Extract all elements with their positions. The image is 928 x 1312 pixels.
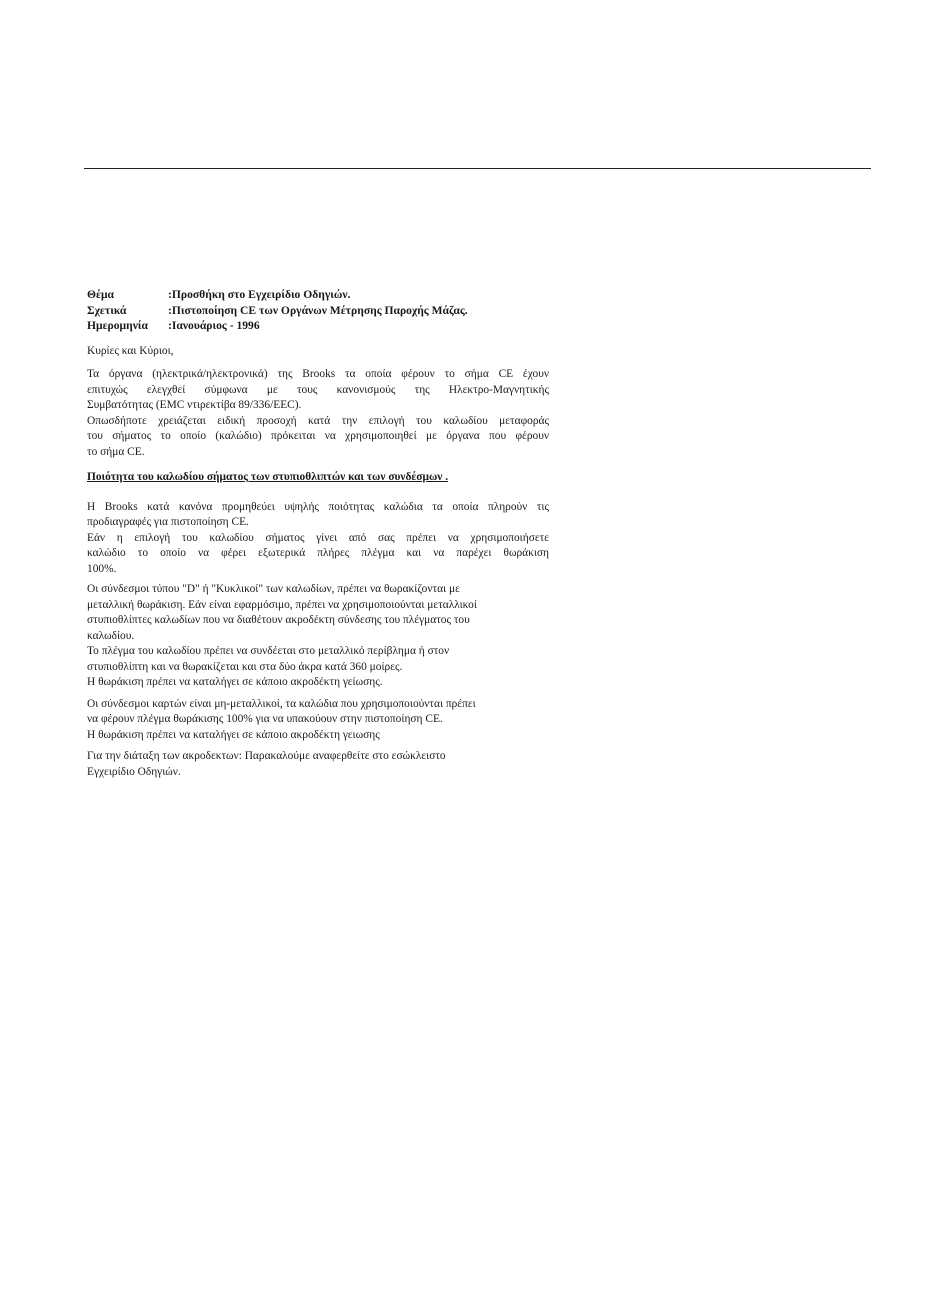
related-label: Σχετικά [87,303,127,317]
connectors-line: Το πλέγμα του καλωδίου πρέπει να συνδέεται στο μεταλλικό περίβλημα ή στον [87,645,450,657]
greeting: Κυρίες και Κύριοι, [87,344,174,357]
quality-paragraph [87,500,549,578]
connectors-line: στυπιοθλίπτες καλωδίων που να διαθέτουν ακροδέκτη σύνδεσης του πλέγματος του [87,614,470,626]
document-body [87,287,549,780]
card-connectors-paragraph [87,697,549,744]
related-value: :Πιστοποίηση CE των Οργάνων Μέτρησης Παροχής Μάζας. [168,303,468,317]
connectors-line: στυπιοθλίπτη και να θωρακίζεται και στα δύο άκρα κατά 360 μοίρες. [87,660,403,673]
meta-date [87,318,549,334]
card-connectors-line: Η θωράκιση πρέπει να καταλήγει σε κάποιο ακροδέκτη γειωσης [87,728,380,741]
intro-line: του σήματος το οποίο (καλώδιο) πρόκειται να χρησιμοποιηθεί με όργανα που φέρουν [87,430,549,442]
intro-line: επιτυχώς ελεγχθεί σύμφωνα με τους κανονισμούς της Ηλεκτρο-Μαγνητικής [87,383,549,396]
subject-label: Θέμα [87,288,115,301]
intro-line: Τα όργανα (ηλεκτρικά/ηλεκτρονικά) της Brooks τα οποία φέρουν το σήμα CE έχουν [87,368,549,380]
meta-related [87,303,549,319]
date-label: Ημερομηνία [87,319,148,332]
quality-line: Η Brooks κατά κανόνα προμηθεύει υψηλής ποιότητας καλώδια τα οποία πληρούν τις [87,500,549,513]
connectors-line: μεταλλική θωράκιση. Εάν είναι εφαρμόσιμο, πρέπει να χρησιμοποιούνται μεταλλικοί [87,598,477,611]
terminals-line: Εγχειρίδιο Οδηγιών. [87,765,181,778]
terminals-paragraph [87,749,549,780]
terminals-line: Για την διάταξη των ακροδεκτων: Παρακαλούμε αναφερθείτε στο εσώκλειστο [87,750,446,762]
intro-line: Συμβατότητας (EMC ντιρεκτίβα 89/336/EEC). [87,399,302,411]
section-heading: Ποιότητα του καλωδίου σήματος των στυπιοθλιπτών και των συνδέσμων . [87,471,449,483]
subject-value: :Προσθήκη στο Εγχειρίδιο Οδηγιών. [168,288,351,301]
quality-line: καλώδιο το οποίο να φέρει εξωτερικά πλήρες πλέγμα και να παρέχει θωράκιση [87,547,549,559]
intro-line: Οπωσδήποτε χρειάζεται ειδική προσοχή κατά την επιλογή του καλωδίου μεταφοράς [87,414,549,427]
card-connectors-line: να φέρουν πλέγμα θωράκισης 100% για να υπακούουν στην πιστοποίηση CE. [87,713,443,725]
connectors-line: Η θωράκιση πρέπει να καταλήγει σε κάποιο ακροδέκτη γείωσης. [87,676,383,688]
meta-subject [87,287,549,303]
connectors-line: Οι σύνδεσμοι τύπου "D" ή "Κυκλικοί" των καλωδίων, πρέπει να θωρακίζονται με [87,583,460,595]
quality-line: Εάν η επιλογή του καλωδίου σήματος γίνει από σας πρέπει να χρησιμοποιήσετε [87,531,549,544]
connectors-paragraph [87,582,549,691]
header-rule [84,168,871,169]
connectors-line: καλωδίου. [87,629,135,642]
card-connectors-line: Οι σύνδεσμοι καρτών είναι μη-μεταλλικοί, τα καλώδια που χρησιμοποιούνται πρέπει [87,697,476,710]
intro-paragraph [87,367,549,460]
date-value: :Ιανουάριος - 1996 [168,319,260,332]
quality-line: προδιαγραφές για πιστοποίηση CE. [87,516,249,528]
intro-line: το σήμα CE. [87,445,145,458]
quality-line: 100%. [87,562,117,575]
